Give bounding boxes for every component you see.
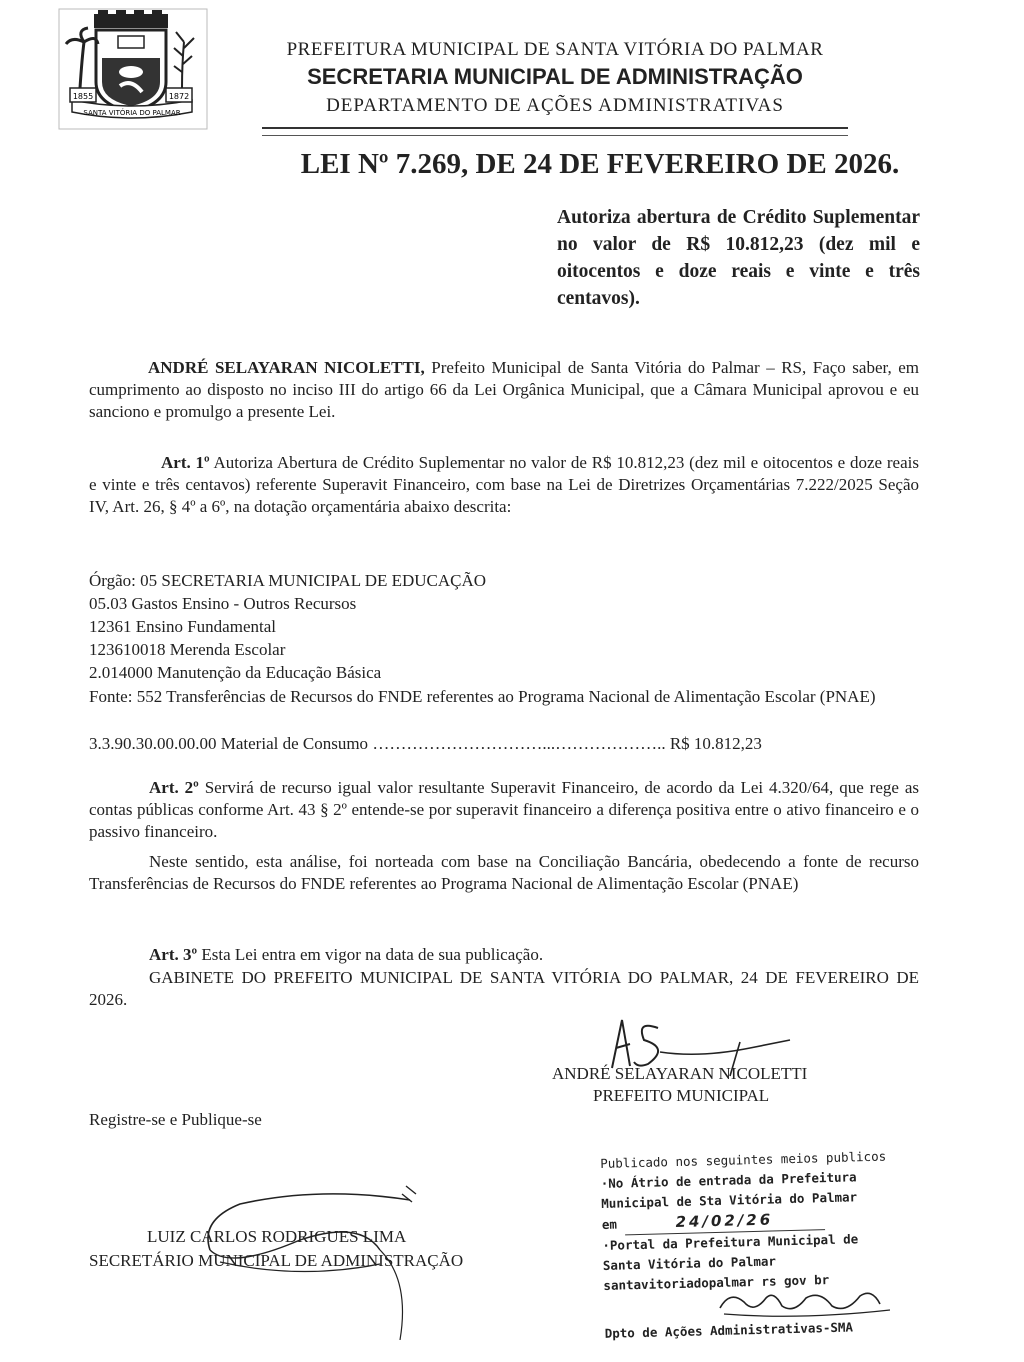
stamp-line-6: Santa Vitória do Palmar xyxy=(602,1253,777,1273)
budget-fonte: Fonte: 552 Transferências de Recursos do FNDE referentes ao Programa Nacional de Alimentação Escolar (PNAE) xyxy=(89,687,876,706)
article-1 xyxy=(89,452,919,518)
stamp-line-1: Publicado nos seguintes meios publicos xyxy=(600,1148,887,1171)
seal-motto: SANTA VITÓRIA DO PALMAR xyxy=(83,109,181,117)
article-2-label: Art. 2º xyxy=(149,778,199,797)
budget-orgao: Órgão: 05 SECRETARIA MUNICIPAL DE EDUCAÇÃO xyxy=(89,571,487,590)
budget-funcao: 12361 Ensino Fundamental xyxy=(89,617,276,636)
budget-dot-leader: …………………………...……………….. xyxy=(372,734,666,753)
secretary-role: SECRETÁRIO MUNICIPAL DE ADMINISTRAÇÃO xyxy=(89,1251,464,1270)
article-2-paragraph-2: Neste sentido, esta análise, foi norteada com base na Conciliação Bancária, obedecendo a fonte de recurso Transferências de Recursos do FNDE referentes ao Programa Nacional de Alimentação Escolar (PNAE) xyxy=(89,852,919,893)
header-secretaria: SECRETARIA MUNICIPAL DE ADMINISTRAÇÃO xyxy=(307,64,803,89)
stamp-signature-icon xyxy=(710,1280,910,1320)
budget-unidade: 05.03 Gastos Ensino - Outros Recursos xyxy=(89,594,357,613)
gabinete-closing: GABINETE DO PREFEITO MUNICIPAL DE SANTA VITÓRIA DO PALMAR, 24 DE FEVEREIRO DE 2026. xyxy=(89,968,919,1009)
article-1-label: Art. 1º xyxy=(161,453,210,472)
article-2 xyxy=(89,777,919,843)
budget-elemento: 3.3.90.30.00.00.00 Material de Consumo xyxy=(89,734,369,753)
article-1-text: Autoriza Abertura de Crédito Suplementar no valor de R$ 10.812,23 (dez mil e oitocentos e doze reais e vinte e três centavos) referente Superavit Financeiro, com base na Lei de Diretrizes Orçamentárias 7.222/2025 Seção IV, Art. 26, § 4º a 6º, na dotação orçamentária abaixo descrita: xyxy=(89,453,919,516)
budget-valor: R$ 10.812,23 xyxy=(669,734,762,753)
preamble-paragraph xyxy=(89,357,919,423)
budget-programa: 123610018 Merenda Escolar xyxy=(89,640,286,659)
header-divider xyxy=(262,127,848,129)
budget-elemento-row xyxy=(89,733,929,755)
stamp-line-7: santavitoriadopalmar rs gov br xyxy=(603,1272,830,1293)
preamble-text: Prefeito Municipal de Santa Vitória do Palmar – RS, Faço saber, em cumprimento ao disposto no inciso III do artigo 66 da Lei Orgânica Municipal, que a Câmara Municipal aprovou e eu sanciono e promulgo a presente Lei. xyxy=(89,358,919,421)
law-ementa: Autoriza abertura de Crédito Suplementar no valor de R$ 10.812,23 (dez mil e oitocentos e doze reais e vinte e três centavos). xyxy=(557,207,920,309)
secretary-name: LUIZ CARLOS RODRIGUES LIMA xyxy=(147,1227,407,1246)
mayor-name: ANDRÉ SELAYARAN NICOLETTI xyxy=(552,1064,808,1083)
stamp-line-2: ·No Átrio de entrada da Prefeitura xyxy=(600,1169,857,1191)
mayor-role: PREFEITO MUNICIPAL xyxy=(593,1086,770,1105)
registre-publique: Registre-se e Publique-se xyxy=(89,1110,262,1129)
header-departamento: DEPARTAMENTO DE AÇÕES ADMINISTRATIVAS xyxy=(326,95,784,116)
header-prefeitura: PREFEITURA MUNICIPAL DE SANTA VITÓRIA DO PALMAR xyxy=(286,39,824,60)
stamp-line-5: ·Portal da Prefeitura Municipal de xyxy=(602,1231,859,1253)
article-3-text: Esta Lei entra em vigor na data de sua publicação. xyxy=(197,945,544,964)
seal-year-left: 1855 xyxy=(72,92,94,101)
article-3 xyxy=(149,944,989,966)
article-3-label: Art. 3º xyxy=(149,945,198,964)
article-2-text: Servirá de recurso igual valor resultante Superavit Financeiro, de acordo da Lei 4.320/64, que rege as contas públicas conforme Art. 43 § 2º entende-se por superavit financeiro a diferença positiva entre o ativo financeiro e o passivo financeiro. xyxy=(89,778,919,841)
stamp-em: em xyxy=(601,1216,618,1232)
seal-year-right: 1872 xyxy=(168,92,190,101)
header-divider-thin xyxy=(262,135,848,136)
stamp-line-8: Dpto de Ações Administrativas-SMA xyxy=(604,1319,854,1341)
mayor-name-inline: ANDRÉ SELAYARAN NICOLETTI, xyxy=(148,358,425,377)
law-title: LEI Nº 7.269, DE 24 DE FEVEREIRO DE 2026. xyxy=(300,148,900,180)
budget-acao: 2.014000 Manutenção da Educação Básica xyxy=(89,663,382,682)
stamp-handwritten-date: 24/02/26 xyxy=(675,1210,774,1232)
stamp-line-3: Municipal de Sta Vitória do Palmar xyxy=(601,1189,858,1211)
